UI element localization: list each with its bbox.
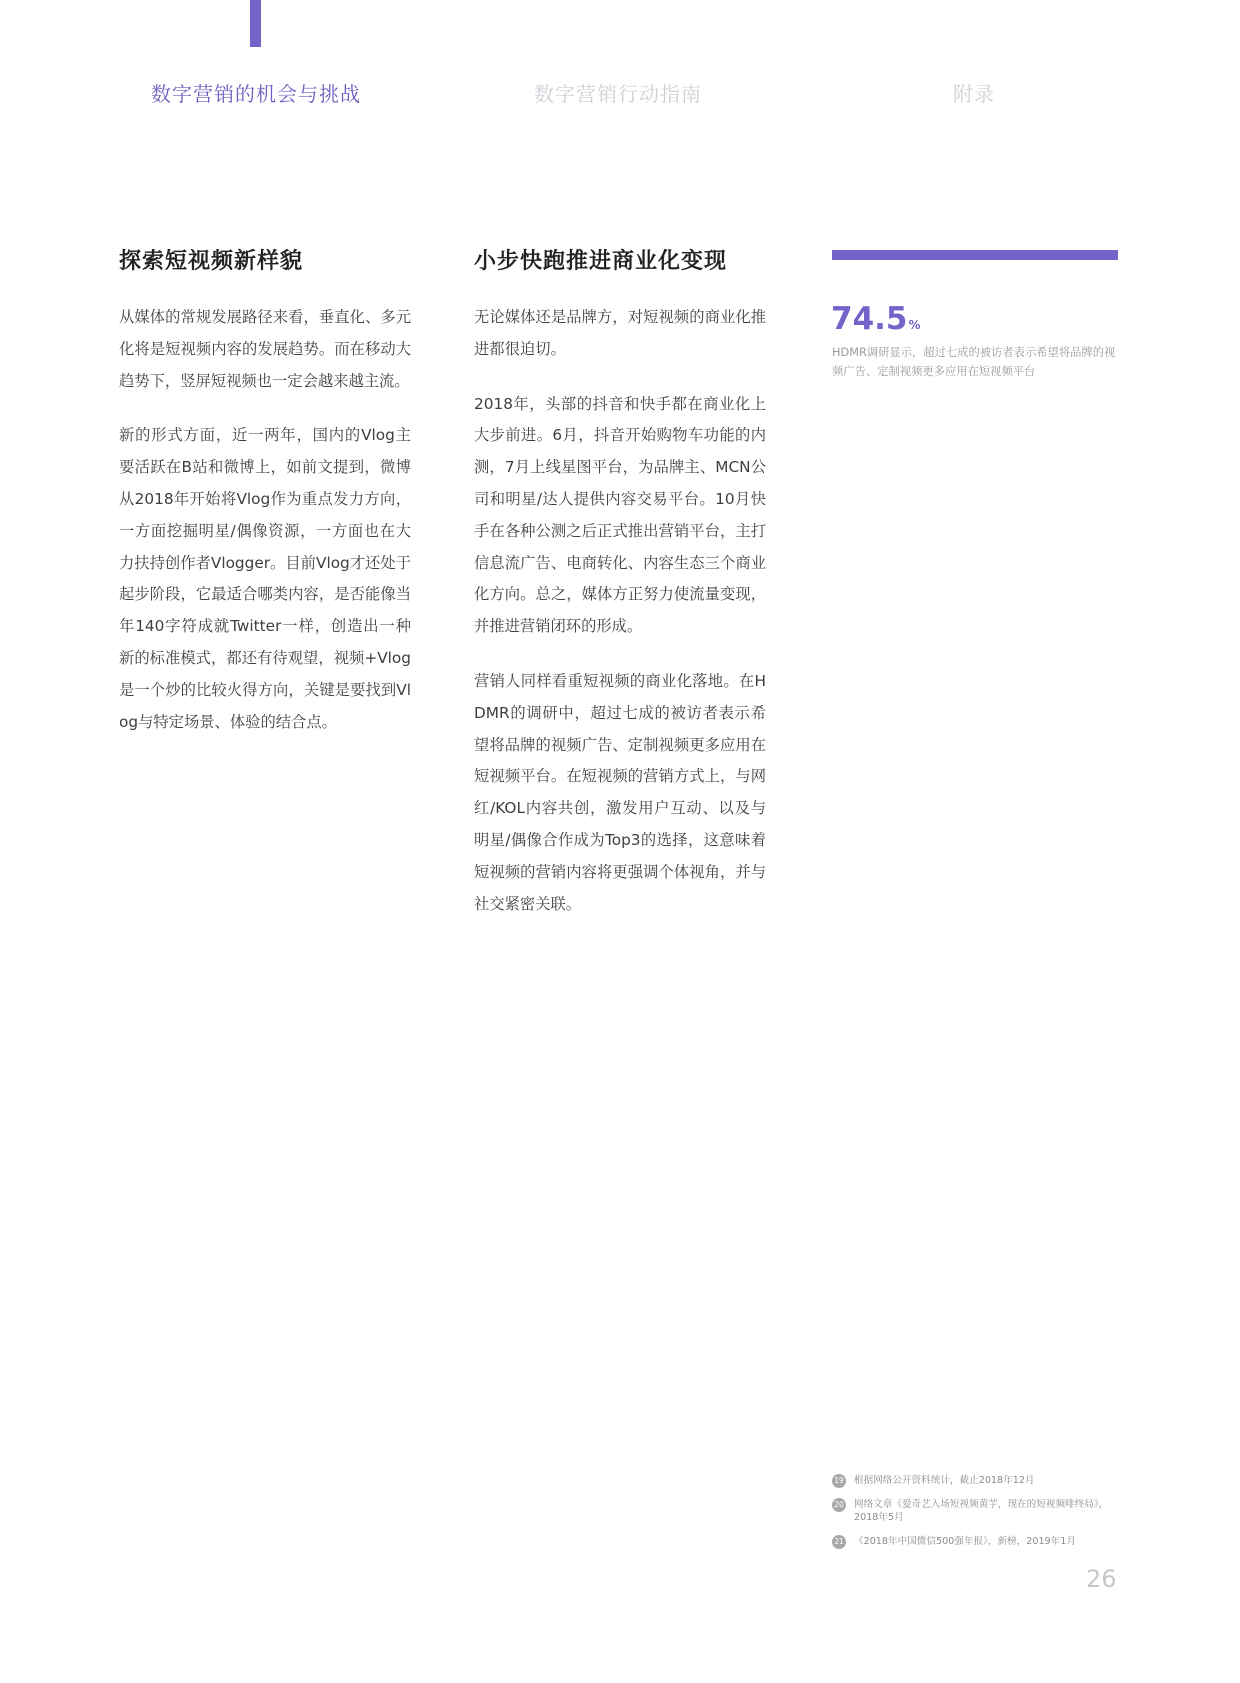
section-title: 探索短视频新样貌 <box>119 249 304 274</box>
page-number: 26 <box>1086 1565 1117 1593</box>
paragraph: 2018年，头部的抖音和快手都在商业化上大步前进。6月，抖音开始购物车功能的内测，7月上线星图平台，为品牌主、MCN公司和明星/达人提供内容交易平台。10月快手在各种公测之后正式推出营销平台，主打信息流广告、电商转化、内容生态三个商业化方向。总之，媒体方正努力使流量变现，并推进营销闭环的形成。 <box>474 394 766 636</box>
footnote-number: 20 <box>832 1498 846 1512</box>
nav-tab-opportunities[interactable]: 数字营销的机会与挑战 <box>151 82 361 106</box>
footnote-number: 19 <box>832 1474 846 1488</box>
footnotes <box>832 1474 1132 1558</box>
stat-accent-bar <box>832 250 1118 260</box>
paragraph: 营销人同样看重短视频的商业化落地。在HDMR的调研中，超过七成的被访者表示希望将品牌的视频广告、定制视频更多应用在短视频平台。在短视频的营销方式上，与网红/KOL内容共创，激发用户互动、以及与明星/偶像合作成为Top3的选择，这意味着短视频的营销内容将更强调个体视角，并与社交紧密关联。 <box>474 671 766 913</box>
footnote-text: 《2018年中国微信500强年报》，新榜，2019年1月 <box>854 1535 1076 1547</box>
nav-tab-appendix[interactable]: 附录 <box>953 82 995 106</box>
paragraph: 新的形式方面，近一两年，国内的Vlog主要活跃在B站和微博上，如前文提到，微博从2018年开始将Vlog作为重点发力方向，一方面挖掘明星/偶像资源，一方面也在大力扶持创作者Vlogger。目前Vlog才还处于起步阶段，它最适合哪类内容，是否能像当年140字符成就Twitter一样，创造出一种新的标准模式，都还有待观望，视频+Vlog是一个炒的比较火得方向，关键是要找到Vlog与特定场景、体验的结合点。 <box>119 426 411 731</box>
stat-value <box>831 299 921 345</box>
column-commercialization <box>474 247 766 943</box>
footnote <box>832 1535 1132 1549</box>
stat-number: 74.5 <box>831 301 908 337</box>
footnote-text: 网络文章《爱奇艺入场短视频黄芋，现在的短视频啡终局》，2018年5月 <box>854 1498 1109 1523</box>
footnote-number: 21 <box>832 1535 846 1549</box>
stat-description: HDMR调研显示，超过七成的被访者表示希望将品牌的视频广告、定制视频更多应用在短视频平台 <box>832 346 1116 378</box>
footnote <box>832 1498 1132 1525</box>
column-explore-short-video <box>119 247 411 761</box>
footnote-text: 根据网络公开资料统计，截止2018年12月 <box>854 1475 1035 1486</box>
section-title: 小步快跑推进商业化变现 <box>474 249 728 274</box>
footnote <box>832 1474 1132 1488</box>
active-tab-marker <box>250 0 261 47</box>
paragraph: 无论媒体还是品牌方，对短视频的商业化推进都很迫切。 <box>474 308 766 358</box>
nav-tab-action-guide[interactable]: 数字营销行动指南 <box>534 82 702 106</box>
stat-unit: % <box>908 318 921 332</box>
paragraph: 从媒体的常规发展路径来看，垂直化、多元化将是短视频内容的发展趋势。而在移动大趋势下，竖屏短视频也一定会越来越主流。 <box>119 308 411 390</box>
